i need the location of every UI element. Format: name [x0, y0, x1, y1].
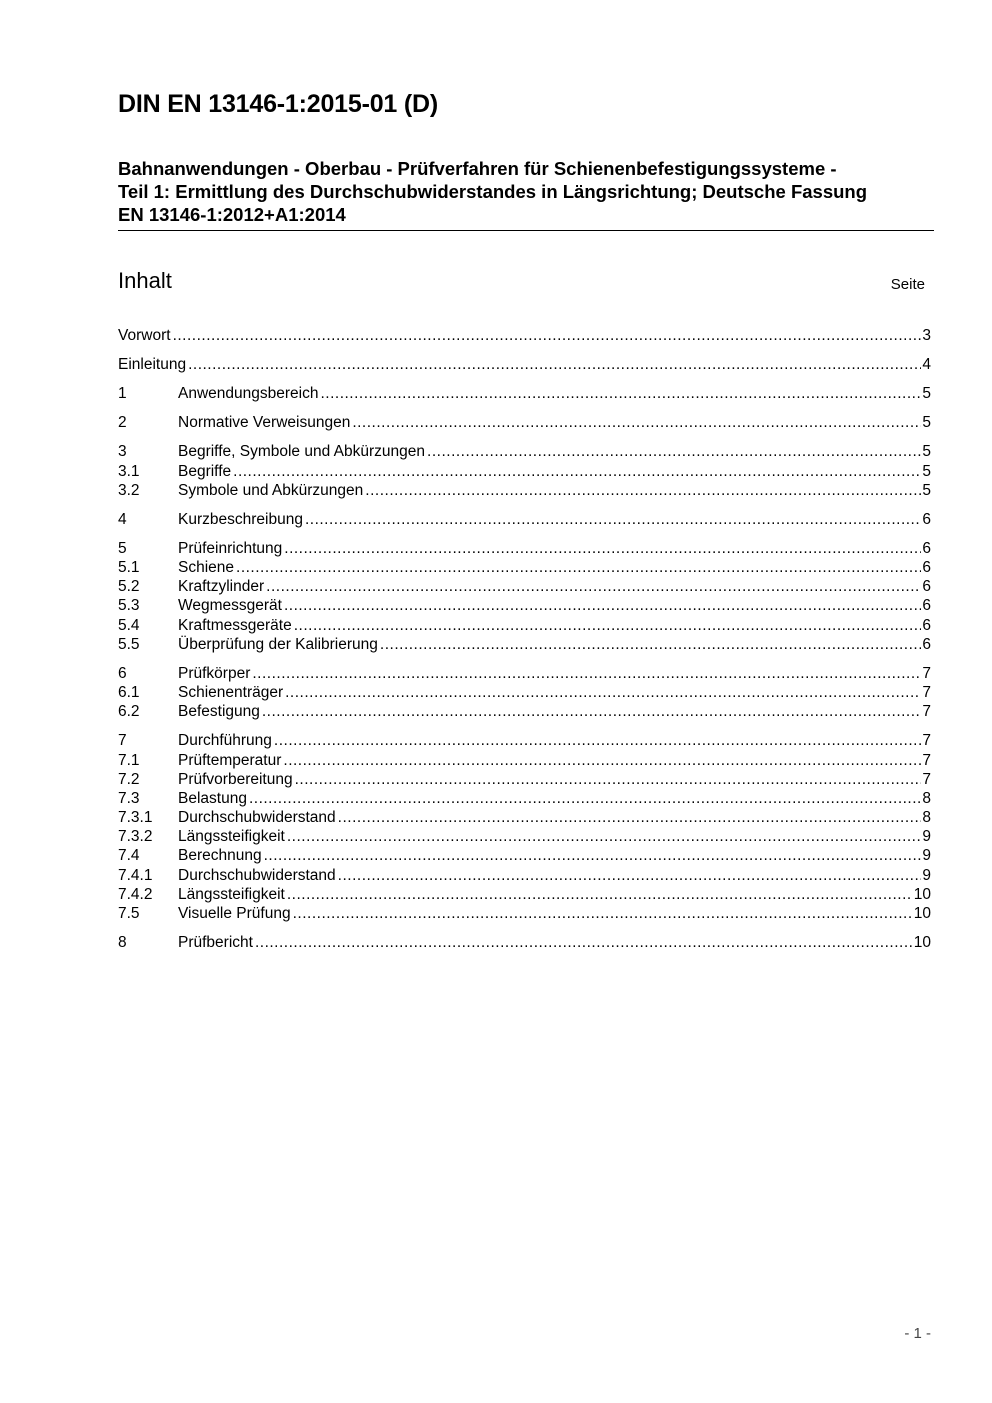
toc-entry[interactable]: [118, 384, 931, 403]
toc-entry-title: Prüfkörper: [178, 665, 251, 682]
toc-entry-title: Normative Verweisungen: [178, 414, 351, 431]
toc-leader-dots: [365, 481, 921, 500]
document-subtitle: [118, 157, 934, 231]
toc-entry-title: Durchschubwiderstand: [178, 809, 336, 826]
toc-entry-title: Belastung: [178, 790, 247, 807]
toc-page-column-label: Seite: [890, 276, 925, 293]
toc-entry-title: Kraftzylinder: [178, 578, 265, 595]
toc-entry[interactable]: [118, 664, 931, 683]
toc-leader-dots: [284, 539, 921, 558]
subtitle-line: Teil 1: Ermittlung des Durchschubwiderstandes in Längsrichtung; Deutsche Fassung: [118, 181, 868, 202]
toc-entry-number: 6.1: [118, 684, 140, 701]
toc-entry[interactable]: [118, 827, 931, 846]
toc-leader-dots: [285, 683, 921, 702]
toc-entry-page: 5: [922, 414, 931, 431]
toc-leader-dots: [294, 616, 922, 635]
toc-entry-number: 1: [118, 385, 127, 402]
toc-entry-number: 4: [118, 511, 127, 528]
toc-entry-number: 7.3: [118, 790, 140, 807]
toc-entry-page: 7: [922, 771, 931, 788]
toc-entry[interactable]: [118, 866, 931, 885]
toc-entry-number: 2: [118, 414, 127, 431]
toc-entry-title: Symbole und Abkürzungen: [178, 482, 364, 499]
toc-entry-title: Anwendungsbereich: [178, 385, 319, 402]
toc-entry-page: 10: [913, 934, 931, 951]
toc-leader-dots: [338, 808, 922, 827]
toc-entry-number: 5.2: [118, 578, 140, 595]
toc-leader-dots: [266, 577, 921, 596]
toc-entry-number: 7.4.1: [118, 867, 153, 884]
toc-entry[interactable]: [118, 577, 931, 596]
toc-entry-number: 3.1: [118, 463, 140, 480]
toc-entry[interactable]: [118, 539, 931, 558]
toc-entry-title: Begriffe, Symbole und Abkürzungen: [178, 443, 426, 460]
toc-entry-title: Prüfbericht: [178, 934, 253, 951]
toc-entry-page: 5: [922, 463, 931, 480]
toc-entry-page: 6: [922, 578, 931, 595]
toc-leader-dots: [274, 731, 921, 750]
toc-entry[interactable]: [118, 558, 931, 577]
toc-entry-page: 9: [922, 828, 931, 845]
toc-entry-number: 7: [118, 732, 127, 749]
toc-entry[interactable]: [118, 789, 931, 808]
toc-entry-number: 7.1: [118, 752, 140, 769]
toc-entry-title: Prüfvorbereitung: [178, 771, 293, 788]
toc-leader-dots: [305, 510, 921, 529]
toc-entry[interactable]: [118, 770, 931, 789]
toc-entry-page: 8: [922, 809, 931, 826]
toc-entry-number: 5: [118, 540, 127, 557]
toc-entry-title: Kurzbeschreibung: [178, 511, 303, 528]
toc-entry[interactable]: [118, 683, 931, 702]
toc-leader-dots: [295, 770, 922, 789]
subtitle-line: EN 13146-1:2012+A1:2014: [118, 204, 346, 225]
toc-entry-title: Einleitung: [118, 356, 187, 373]
toc-entry-title: Berechnung: [178, 847, 262, 864]
toc-entry-page: 9: [922, 867, 931, 884]
toc-entry-page: 10: [913, 905, 931, 922]
toc-leader-dots: [352, 413, 921, 432]
toc-entry-page: 7: [922, 703, 931, 720]
toc-entry-number: 3.2: [118, 482, 140, 499]
toc-entry-number: 5.1: [118, 559, 140, 576]
toc-entry-number: 8: [118, 934, 127, 951]
toc-entry[interactable]: [118, 731, 931, 750]
toc-entry[interactable]: [118, 933, 931, 952]
toc-leader-dots: [338, 866, 922, 885]
toc-entry-page: 5: [922, 482, 931, 499]
toc-leader-dots: [293, 904, 913, 923]
toc-entry[interactable]: [118, 355, 931, 374]
document-title: DIN EN 13146-1:2015-01 (D): [118, 90, 438, 118]
toc-entry[interactable]: [118, 751, 931, 770]
toc-entry-number: 7.3.2: [118, 828, 153, 845]
toc-leader-dots: [188, 355, 921, 374]
toc-entry[interactable]: [118, 846, 931, 865]
toc-entry-title: Prüfeinrichtung: [178, 540, 283, 557]
toc-entry-title: Wegmessgerät: [178, 597, 282, 614]
toc-entry[interactable]: [118, 510, 931, 529]
toc-entry-title: Durchschubwiderstand: [178, 867, 336, 884]
toc-entry[interactable]: [118, 413, 931, 432]
toc-leader-dots: [264, 846, 922, 865]
page-number: - 1 -: [904, 1325, 931, 1342]
toc-entry-number: 6: [118, 665, 127, 682]
toc-leader-dots: [380, 635, 921, 654]
toc-entry-number: 7.3.1: [118, 809, 153, 826]
toc-entry-title: Überprüfung der Kalibrierung: [178, 636, 378, 653]
toc-leader-dots: [320, 384, 921, 403]
toc-entry-page: 4: [922, 356, 931, 373]
toc-entry-title: Visuelle Prüfung: [178, 905, 291, 922]
toc-entry-number: 7.2: [118, 771, 140, 788]
toc-entry-page: 7: [922, 684, 931, 701]
toc-leader-dots: [233, 462, 921, 481]
toc-leader-dots: [236, 558, 921, 577]
toc-entry[interactable]: [118, 442, 931, 461]
toc-entry[interactable]: [118, 702, 931, 721]
toc-leader-dots: [249, 789, 921, 808]
toc-entry-page: 6: [922, 559, 931, 576]
toc-entry-title: Schiene: [178, 559, 235, 576]
toc-entry-number: 6.2: [118, 703, 140, 720]
toc-entry-page: 6: [922, 511, 931, 528]
toc-entry-page: 5: [922, 443, 931, 460]
toc-entry-number: 7.4.2: [118, 886, 153, 903]
toc-entry-page: 8: [922, 790, 931, 807]
toc-leader-dots: [173, 326, 922, 345]
toc-leader-dots: [287, 885, 913, 904]
toc-entry-number: 5.4: [118, 617, 140, 634]
toc-entry-page: 7: [922, 752, 931, 769]
toc-entry-title: Durchführung: [178, 732, 272, 749]
toc-entry[interactable]: [118, 808, 931, 827]
toc-entry-title: Längssteifigkeit: [178, 886, 285, 903]
toc-entry-page: 9: [922, 847, 931, 864]
toc-leader-dots: [284, 596, 921, 615]
toc-entry-page: 6: [922, 540, 931, 557]
toc-leader-dots: [262, 702, 922, 721]
toc-entry-page: 6: [922, 636, 931, 653]
toc-entry[interactable]: [118, 481, 931, 500]
toc-leader-dots: [283, 751, 921, 770]
toc-entry-number: 3: [118, 443, 127, 460]
toc-entry-page: 7: [922, 732, 931, 749]
toc-entry-page: 6: [922, 597, 931, 614]
toc-entry-page: 3: [922, 327, 931, 344]
toc-entry-number: 7.4: [118, 847, 140, 864]
toc-entry-page: 10: [913, 886, 931, 903]
toc-entry[interactable]: [118, 904, 931, 923]
toc-entry-title: Kraftmessgeräte: [178, 617, 292, 634]
toc-entry-number: 7.5: [118, 905, 140, 922]
toc-entry-title: Prüftemperatur: [178, 752, 282, 769]
toc-leader-dots: [252, 664, 921, 683]
toc-entry[interactable]: [118, 326, 931, 345]
toc-leader-dots: [287, 827, 922, 846]
toc-entry-title: Begriffe: [178, 463, 232, 480]
toc-entry-page: 5: [922, 385, 931, 402]
toc-entry-title: Schienenträger: [178, 684, 284, 701]
toc-entry-title: Längssteifigkeit: [178, 828, 285, 845]
toc-entry-page: 6: [922, 617, 931, 634]
toc-entry-title: Vorwort: [118, 327, 171, 344]
toc-leader-dots: [255, 933, 913, 952]
toc-entry[interactable]: [118, 616, 931, 635]
toc-entry-page: 7: [922, 665, 931, 682]
toc-entry[interactable]: [118, 462, 931, 481]
toc-entry-number: 5.5: [118, 636, 140, 653]
toc-entry-title: Befestigung: [178, 703, 260, 720]
subtitle-line: Bahnanwendungen - Oberbau - Prüfverfahren für Schienenbefestigungssysteme -: [118, 158, 837, 179]
toc-entry[interactable]: [118, 596, 931, 615]
toc-entry[interactable]: [118, 885, 931, 904]
toc-leader-dots: [427, 442, 921, 461]
toc-heading: Inhalt: [118, 268, 172, 293]
toc-entry-number: 5.3: [118, 597, 140, 614]
toc-entry[interactable]: [118, 635, 931, 654]
